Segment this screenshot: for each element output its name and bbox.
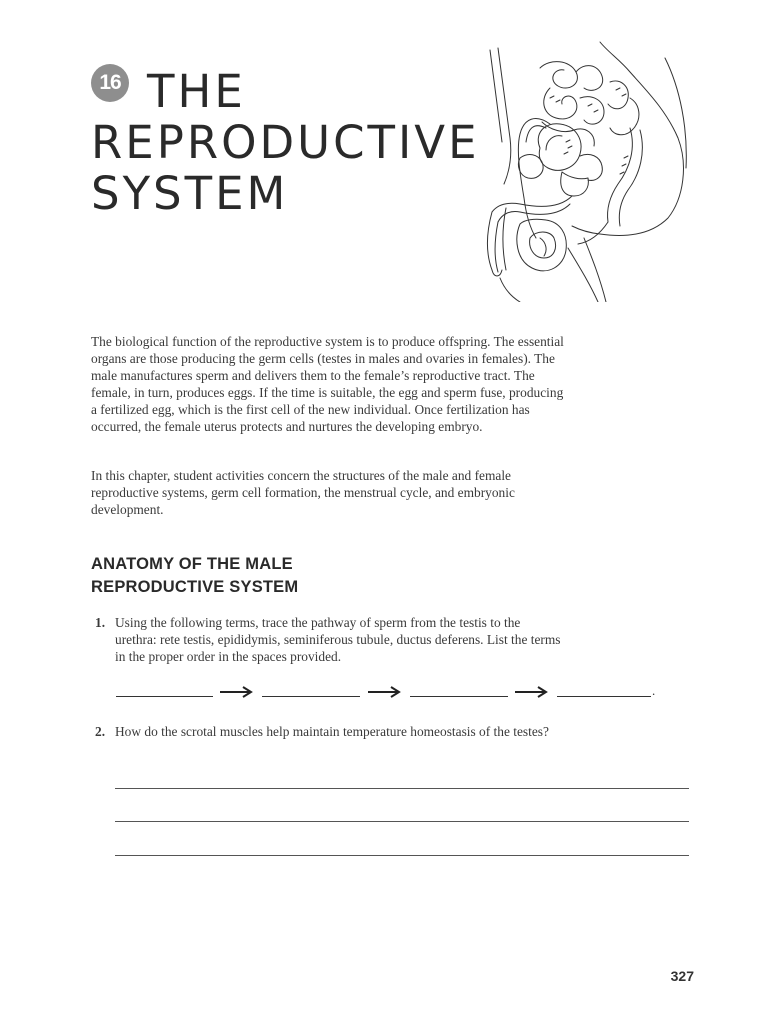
answer-end-period: .	[652, 683, 656, 698]
chapter-title	[91, 66, 480, 219]
question-2-number: 2.	[95, 724, 106, 739]
answer-blank-2[interactable]	[262, 696, 360, 697]
answer-line-2[interactable]	[115, 821, 689, 822]
chapter-title-line-2: REPRODUCTIVE	[91, 116, 480, 169]
chapter-title-line-1: THE	[147, 65, 246, 118]
question-2-text: How do the scrotal muscles help maintain temperature homeostasis of the testes?	[115, 724, 549, 739]
arrow-right-icon	[367, 684, 401, 700]
intro-paragraph-1: The biological function of the reproductive system is to produce offspring. The essential organs are those producing the germ cells (testes in males and ovaries in females). The male manufactures sperm and delivers them to the female’s reproductive tract. The female, in turn, produces eggs. If the time is suitable, the egg and sperm fuse, producing a fertilized egg, which is the first cell of the new individual. Once fertilization has occurred, the female uterus protects and nurtures the developing embryo.	[91, 334, 564, 434]
answer-blank-1[interactable]	[116, 696, 213, 697]
answer-line-1[interactable]	[115, 788, 689, 789]
section-heading	[91, 553, 298, 599]
section-heading-line-2: REPRODUCTIVE SYSTEM	[91, 578, 299, 596]
answer-blank-3[interactable]	[410, 696, 508, 697]
intro-paragraph-2: In this chapter, student activities concern the structures of the male and female reproductive systems, germ cell formation, the menstrual cycle, and embryonic development.	[91, 468, 515, 517]
arrow-right-icon	[514, 684, 548, 700]
chapter-title-line-3: SYSTEM	[91, 167, 289, 220]
arrow-right-icon	[219, 684, 253, 700]
question-1	[91, 614, 561, 665]
question-1-text: Using the following terms, trace the pathway of sperm from the testis to the urethra: rete testis, epididymis, seminiferous tubule, ductus deferens. List the terms in the proper order in the spaces provided.	[115, 615, 561, 664]
question-2	[91, 723, 561, 740]
question-1-number: 1.	[95, 615, 106, 630]
male-reproductive-anatomy-illustration	[480, 38, 690, 302]
answer-blank-4[interactable]	[557, 696, 651, 697]
answer-line-3[interactable]	[115, 855, 689, 856]
section-heading-line-1: ANATOMY OF THE MALE	[91, 555, 293, 573]
page-number: 327	[670, 968, 694, 984]
chapter-number-badge: 16	[91, 64, 129, 102]
